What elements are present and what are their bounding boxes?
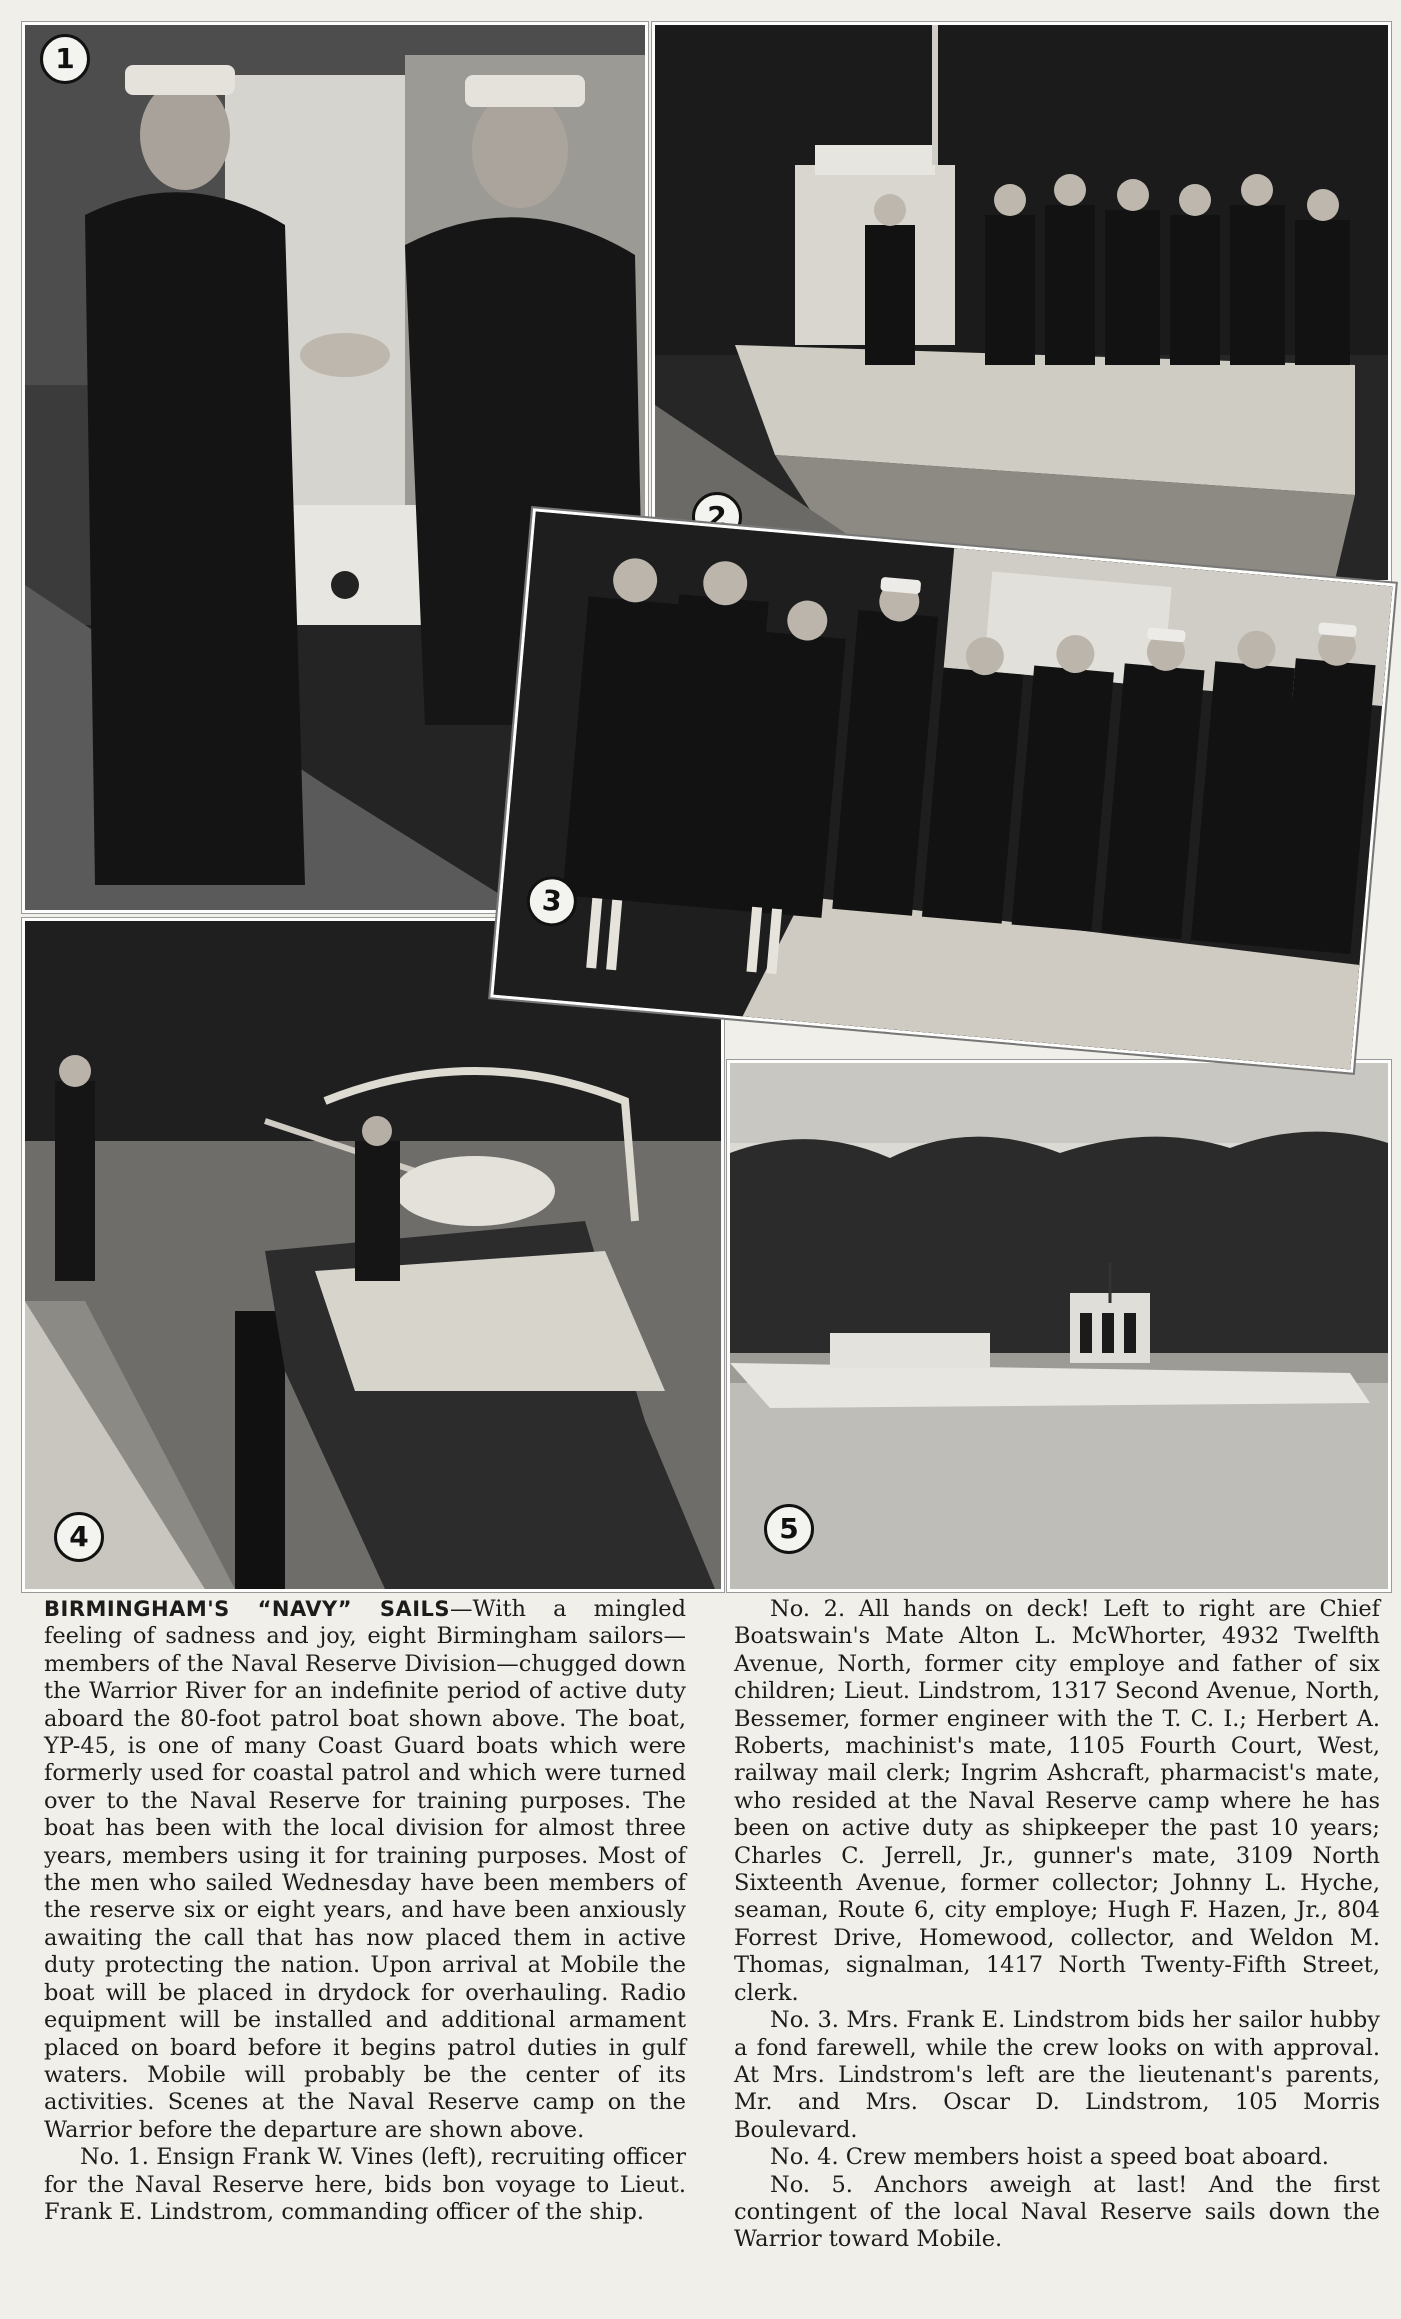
- caption-intro-text: —With a mingled feeling of sadness and joy, eight Birmingham sailors—members of the Naval Reserve Division—chugged down the Warrior River for an indefinite period of active duty aboard the 80-foot patrol boat shown above. The boat, YP-45, is one of many Coast Guard boats which were formerly used for coastal patrol and which were turned over to the Naval Reserve for training purposes. The boat has been with the local division for almost three years, members using it for training purposes. Most of the men who sailed Wednesday have been members of the reserve six or eight years, and have been anxiously awaiting the call that has now placed them in active duty protecting the nation. Upon arrival at Mobile the boat will be placed in drydock for overhauling. Radio equipment will be installed and additional armament placed on board before it begins patrol duties in gulf waters. Mobile will probably be the center of its activities. Scenes at the Naval Reserve camp on the Warrior before the departure are shown above.: [44, 1596, 686, 2143]
- photo-number-4: 4: [54, 1512, 104, 1562]
- caption-no1: No. 1. Ensign Frank W. Vines (left), recruiting officer for the Naval Reserve here, bids bon voyage to Lieut. Frank E. Lindstrom, commanding officer of the ship.: [44, 2144, 686, 2225]
- photo-number-3: 3: [525, 874, 579, 928]
- caption-lead-paragraph: [44, 1596, 686, 2144]
- caption-no2: No. 2. All hands on deck! Left to right are Chief Boatswain's Mate Alton L. McWhorter, 4932 Twelfth Avenue, North, former city employe and father of six children; Lieut. Lindstrom, 1317 Second Avenue, North, Bessemer, former engineer with the T. C. I.; Herbert A. Roberts, machinist's mate, 1105 Fourth Court, West, railway mail clerk; Ingrim Ashcraft, pharmacist's mate, who resided at the Naval Reserve camp where he has been on active duty as shipkeeper the past 10 years; Charles C. Jerrell, Jr., gunner's mate, 3109 North Sixteenth Avenue, former collector; Johnny L. Hyche, seaman, Route 6, city employe; Hugh F. Hazen, Jr., 804 Forrest Drive, Homewood, collector, and Weldon M. Thomas, signalman, 1417 North Twenty-Fifth Street, clerk.: [734, 1596, 1380, 2006]
- caption-headline: BIRMINGHAM'S “NAVY” SAILS: [44, 1597, 451, 1621]
- photo-5-ship-on-river: [727, 1060, 1391, 1592]
- photo-3-farewell: [490, 508, 1395, 1073]
- photo-number-2: 2: [692, 492, 742, 542]
- caption-no3: No. 3. Mrs. Frank E. Lindstrom bids her sailor hubby a fond farewell, while the crew looks on with approval. At Mrs. Lindstrom's left are the lieutenant's parents, Mr. and Mrs. Oscar D. Lindstrom, 105 Morris Boulevard.: [734, 2007, 1380, 2143]
- caption-no5: No. 5. Anchors aweigh at last! And the first contingent of the local Naval Reserve sails down the Warrior toward Mobile.: [734, 2171, 1380, 2253]
- photo-4-speed-boat-hoist: [22, 918, 724, 1592]
- photo-number-5: 5: [764, 1504, 814, 1554]
- caption-column-right: [734, 1596, 1380, 2254]
- caption-column-left: [44, 1596, 686, 2226]
- caption-no4: No. 4. Crew members hoist a speed boat aboard.: [770, 2144, 1329, 2171]
- photo-2-crew-on-deck: [652, 22, 1391, 583]
- photo-number-1: 1: [40, 34, 90, 84]
